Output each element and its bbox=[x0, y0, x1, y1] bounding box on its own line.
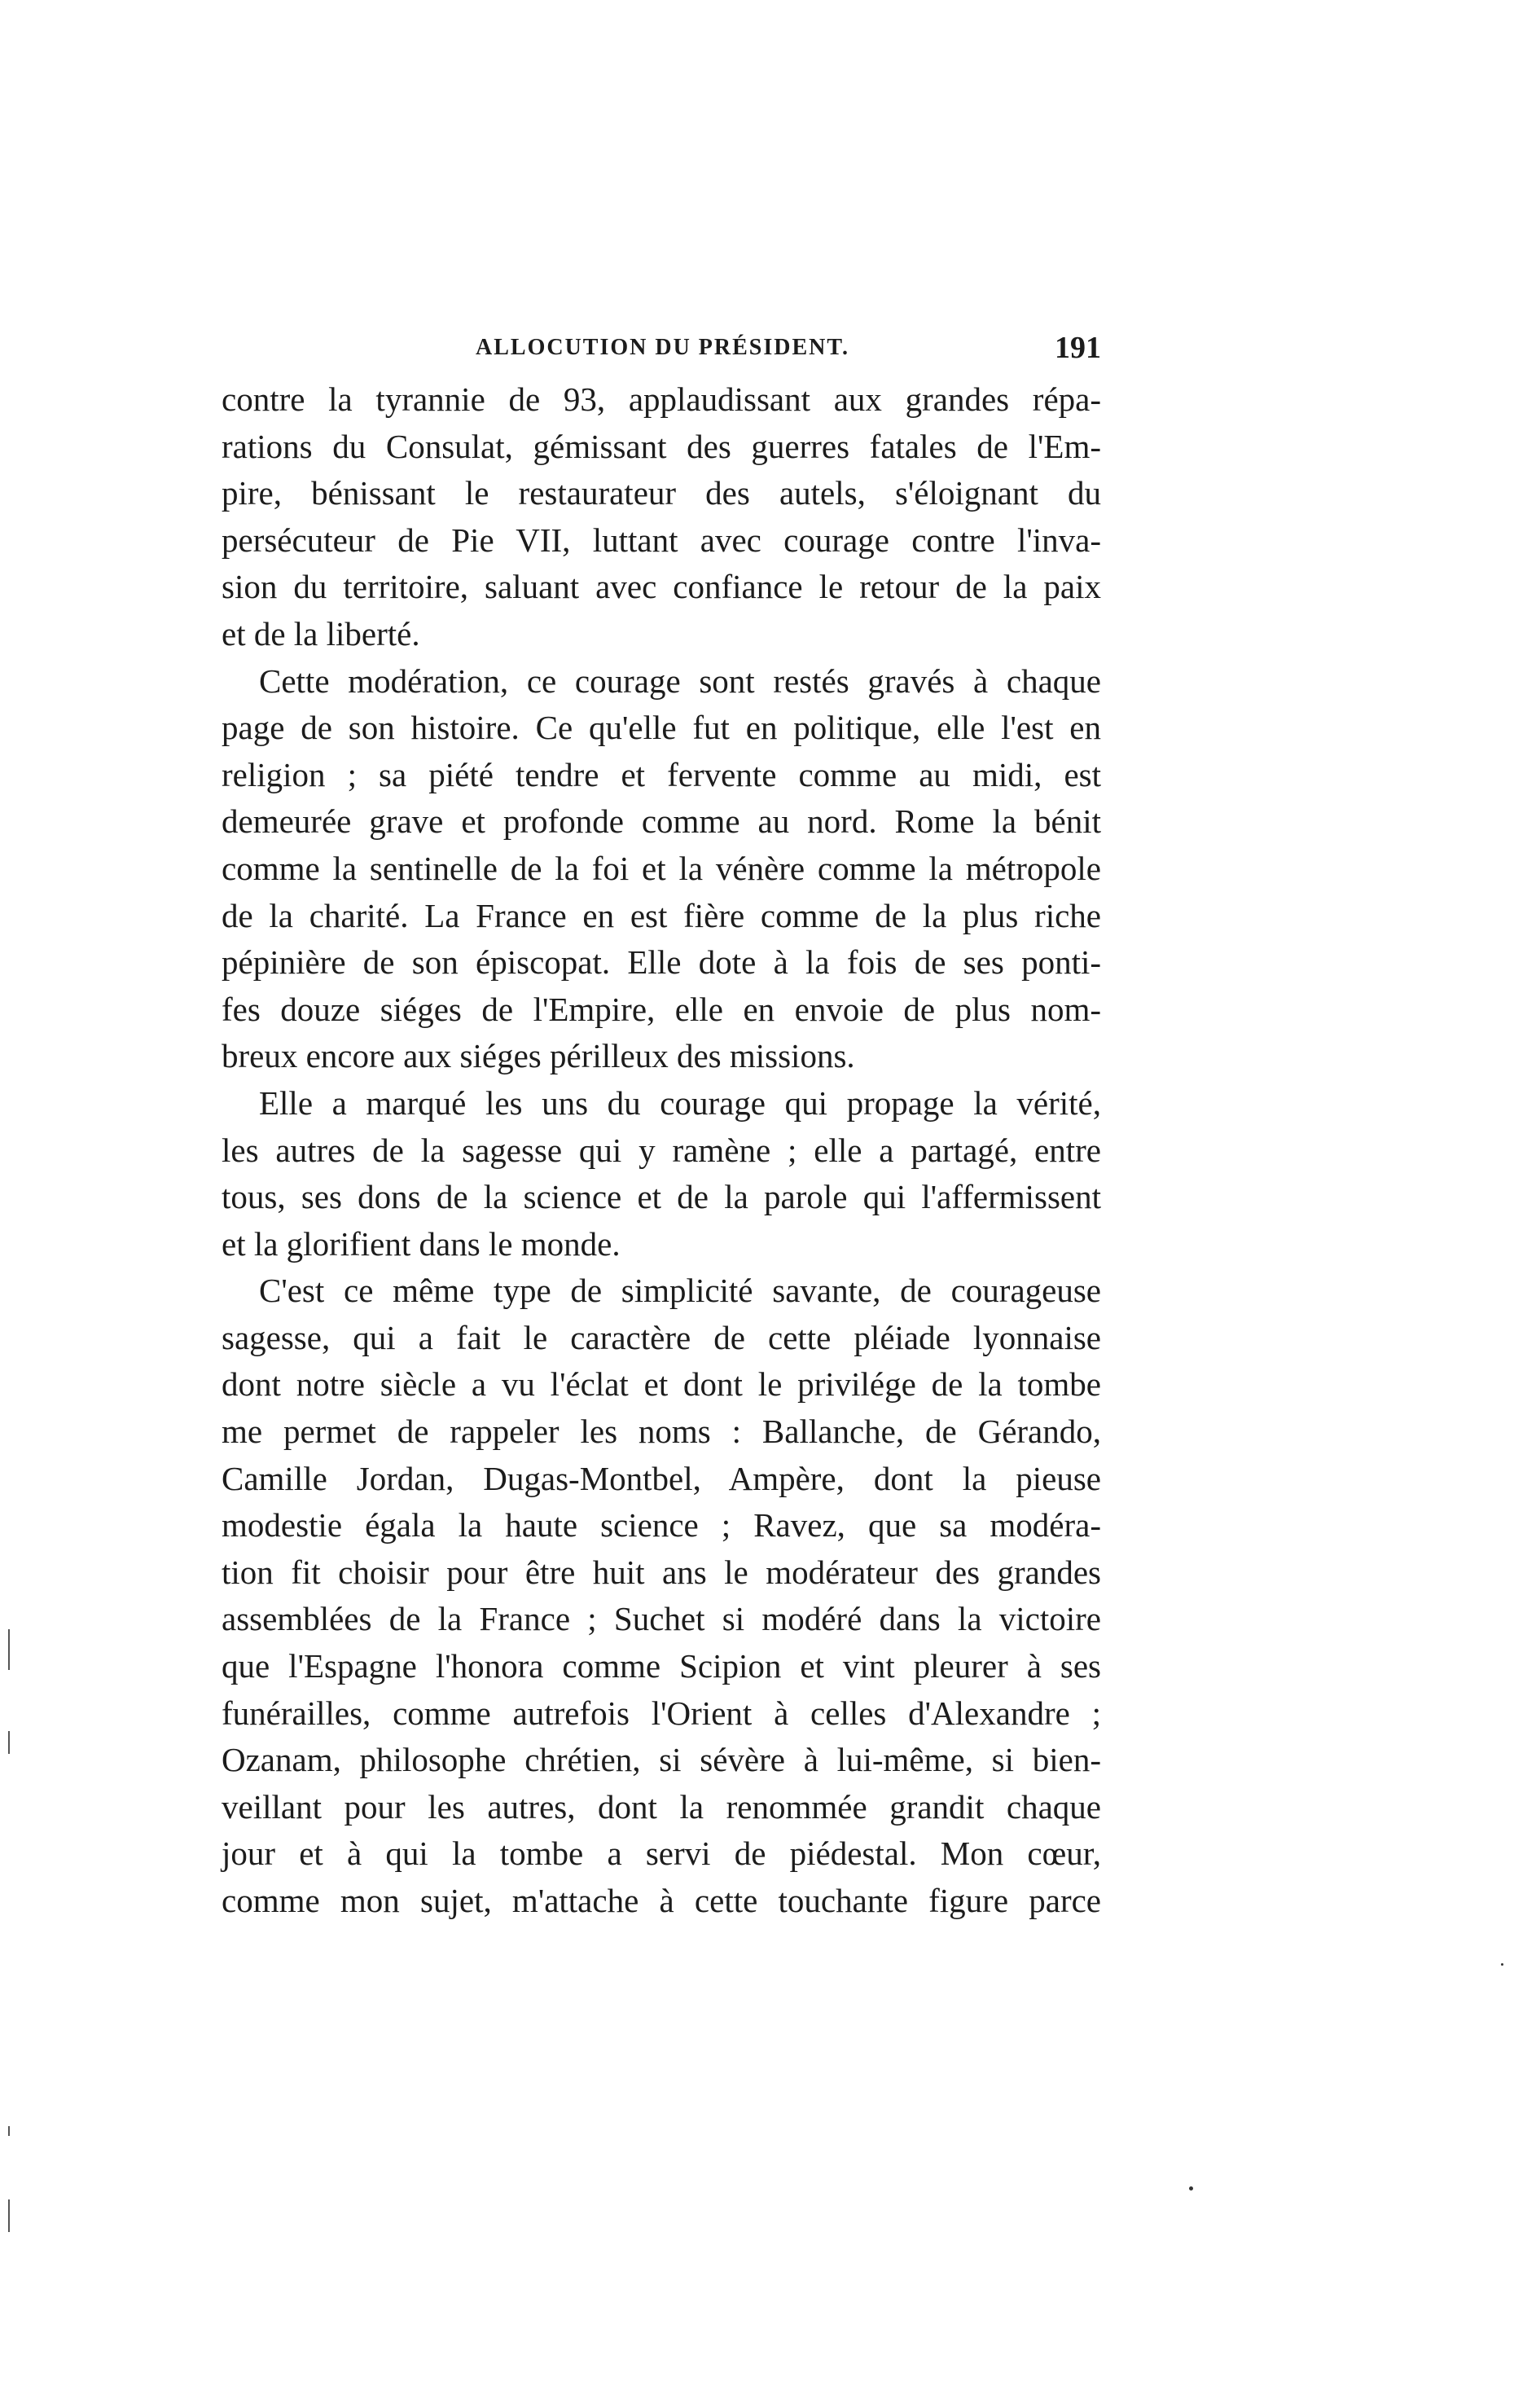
running-header bbox=[222, 330, 1101, 371]
body-text bbox=[222, 376, 1101, 1925]
scan-margin-mark bbox=[8, 1731, 10, 1754]
text-line: rations du Consulat, gémissant des guerres fatales de l'Em- bbox=[222, 427, 1101, 465]
text-line: demeurée grave et profonde comme au nord. Rome la bénit bbox=[222, 802, 1101, 841]
text-line: dont notre siècle a vu l'éclat et dont le privilége de la tombe bbox=[222, 1365, 1101, 1404]
text-line: contre la tyrannie de 93, applaudissant aux grandes répa- bbox=[222, 380, 1101, 418]
paragraph-4 bbox=[222, 1268, 1101, 1924]
text-line: breux encore aux siéges périlleux des missions. bbox=[222, 1037, 855, 1075]
text-line: et la glorifient dans le monde. bbox=[222, 1224, 621, 1263]
text-line: tous, ses dons de la science et de la parole qui l'affermissent bbox=[222, 1178, 1101, 1216]
text-line: de la charité. La France en est fière comme de la plus riche bbox=[222, 896, 1101, 934]
text-line: veillant pour les autres, dont la renommée grandit chaque bbox=[222, 1787, 1101, 1826]
text-line: persécuteur de Pie VII, luttant avec courage contre l'inva- bbox=[222, 521, 1101, 559]
text-line: comme mon sujet, m'attache à cette touchante figure parce bbox=[222, 1882, 1101, 1919]
text-line: pire, bénissant le restaurateur des autels, s'éloignant du bbox=[222, 474, 1101, 512]
text-line: me permet de rappeler les noms : Ballanche, de Gérando, bbox=[222, 1413, 1101, 1451]
text-line: funérailles, comme autrefois l'Orient à celles d'Alexandre ; bbox=[222, 1694, 1101, 1732]
text-line: les autres de la sagesse qui y ramène ; elle a partagé, entre bbox=[222, 1131, 1101, 1169]
text-line: sagesse, qui a fait le caractère de cette pléiade lyonnaise bbox=[222, 1318, 1101, 1356]
scan-speck bbox=[1189, 2186, 1193, 2190]
text-line: Elle a marqué les uns du courage qui propage la vérité, bbox=[259, 1083, 1101, 1122]
text-line: que l'Espagne l'honora comme Scipion et vint pleurer à ses bbox=[222, 1647, 1101, 1685]
text-line: tion fit choisir pour être huit ans le modérateur des grandes bbox=[222, 1553, 1101, 1591]
text-line: Ozanam, philosophe chrétien, si sévère à lui-même, si bien- bbox=[222, 1741, 1101, 1779]
scan-margin-mark bbox=[8, 2199, 10, 2232]
text-line: modestie égala la haute science ; Ravez, que sa modéra- bbox=[222, 1506, 1101, 1545]
text-line: religion ; sa piété tendre et fervente comme au midi, est bbox=[222, 755, 1101, 793]
text-line: pépinière de son épiscopat. Elle dote à la fois de ses ponti- bbox=[222, 943, 1101, 982]
page-number: 191 bbox=[1055, 331, 1101, 365]
text-line: page de son histoire. Ce qu'elle fut en politique, elle l'est en bbox=[222, 709, 1101, 747]
scan-speck bbox=[1501, 1963, 1503, 1966]
paragraph-3 bbox=[222, 1080, 1101, 1268]
text-line: fes douze siéges de l'Empire, elle en envoie de plus nom- bbox=[222, 990, 1101, 1028]
paragraph-2 bbox=[222, 658, 1101, 1080]
paragraph-1 bbox=[222, 376, 1101, 658]
text-line: sion du territoire, saluant avec confiance le retour de la paix bbox=[222, 568, 1101, 606]
text-line: C'est ce même type de simplicité savante, de courageuse bbox=[259, 1272, 1101, 1310]
scan-margin-mark bbox=[8, 1629, 10, 1670]
text-line: jour et à qui la tombe a servi de piédestal. Mon cœur, bbox=[222, 1835, 1101, 1873]
text-line: Camille Jordan, Dugas-Montbel, Ampère, dont la pieuse bbox=[222, 1459, 1101, 1497]
running-title: ALLOCUTION DU PRÉSIDENT. bbox=[476, 335, 849, 360]
text-line: comme la sentinelle de la foi et la vénère comme la métropole bbox=[222, 849, 1101, 887]
text-line: assemblées de la France ; Suchet si modéré dans la victoire bbox=[222, 1600, 1101, 1638]
text-line: Cette modération, ce courage sont restés gravés à chaque bbox=[259, 661, 1101, 700]
text-line: et de la liberté. bbox=[222, 614, 420, 653]
scan-margin-mark bbox=[8, 2126, 10, 2136]
